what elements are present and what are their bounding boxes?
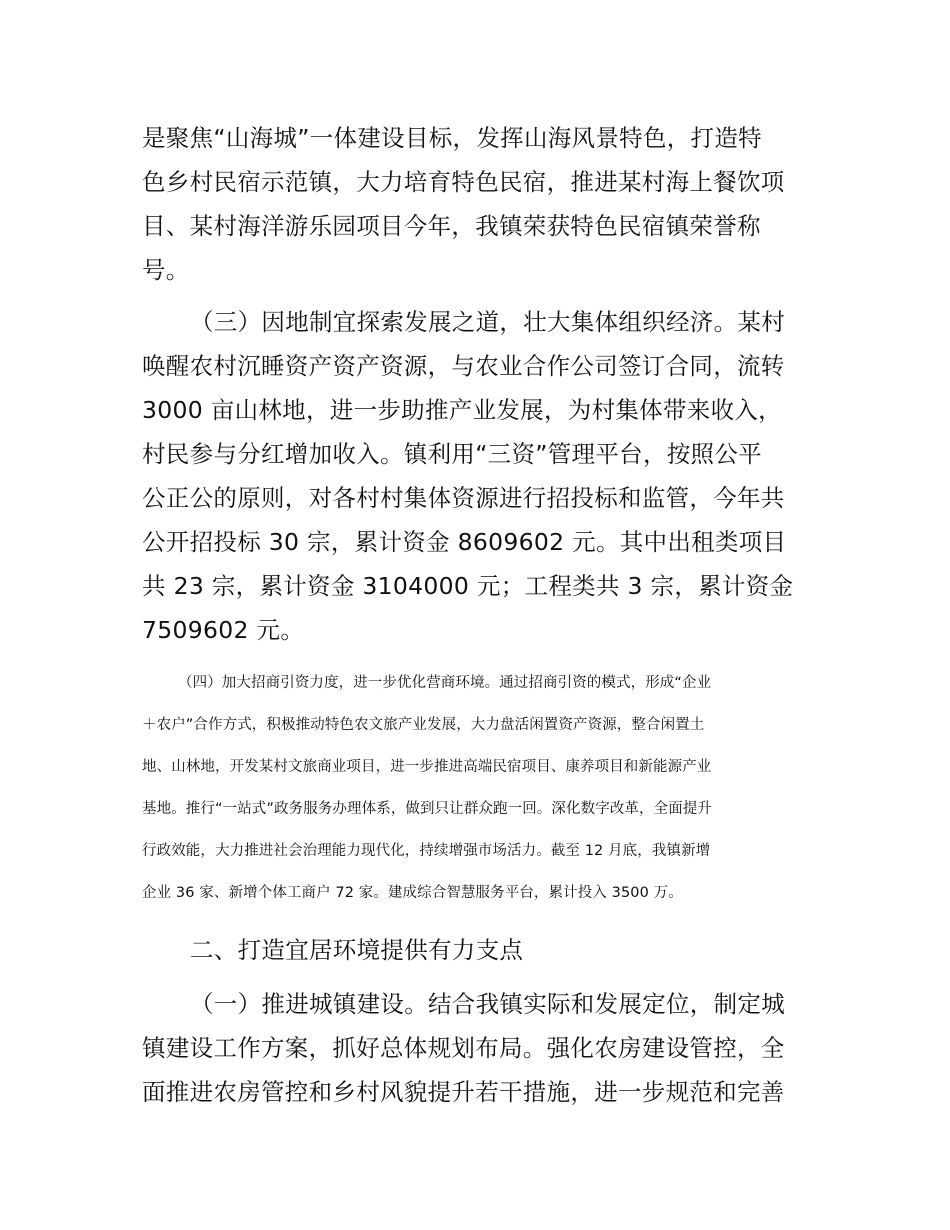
paragraph-1-line-4: 号。 — [142, 256, 190, 284]
paragraph-2-line-5: 公正公的原则，对各村村集体资源进行招投标和监管，今年共 — [142, 484, 785, 512]
paragraph-1-line-2: 色乡村民宿示范镇，大力培育特色民宿，推进某村海上餐饮项 — [142, 168, 785, 196]
paragraph-3-line-2: ＋农户”合作方式，积极推动特色农文旅产业发展，大力盘活闲置资产资源，整合闲置土 — [142, 717, 705, 733]
paragraph-2-line-3: 3000 亩山林地，进一步助推产业发展，为村集体带来收入， — [142, 396, 782, 424]
paragraph-1-line-1: 是聚焦“山海城”一体建设目标，发挥山海风景特色，打造特 — [142, 124, 762, 152]
paragraph-3-line-5: 行政效能，大力推进社会治理能力现代化，持续增强市场活力。截至 12 月底，我镇新增 — [142, 843, 711, 859]
paragraph-3-line-4: 基地。推行“一站式”政务服务办理体系，做到只让群众跑一回。深化数字改革，全面提升 — [142, 801, 713, 817]
paragraph-3-line-3: 地、山林地，开发某村文旅商业项目，进一步推进高端民宿项目、康养项目和新能源产业 — [142, 759, 712, 775]
paragraph-3-line-6: 企业 36 家、新增个体工商户 72 家。建成综合智慧服务平台，累计投入 3500 万。 — [142, 885, 683, 901]
paragraph-4-line-1: （一）推进城镇建设。结合我镇实际和发展定位，制定城 — [190, 990, 785, 1018]
section-heading: 二、打造宜居环境提供有力支点 — [190, 936, 524, 964]
paragraph-1-line-3: 目、某村海洋游乐园项目今年，我镇荣获特色民宿镇荣誉称 — [142, 212, 761, 240]
paragraph-4-line-2: 镇建设工作方案，抓好总体规划布局。强化农房建设管控，全 — [142, 1034, 785, 1062]
paragraph-2-line-7: 共 23 宗，累计资金 3104000 元；工程类共 3 宗，累计资金 — [142, 572, 794, 600]
paragraph-2-line-2: 唤醒农村沉睡资产资产资源，与农业合作公司签订合同，流转 — [142, 352, 785, 380]
paragraph-2-line-1: （三）因地制宜探索发展之道，壮大集体组织经济。某村 — [190, 308, 785, 336]
paragraph-2-line-6: 公开招投标 30 宗，累计资金 8609602 元。其中出租类项目 — [142, 528, 787, 556]
paragraph-4-line-3: 面推进农房管控和乡村风貌提升若干措施，进一步规范和完善 — [142, 1078, 785, 1106]
paragraph-2-line-4: 村民参与分红增加收入。镇利用“三资”管理平台，按照公平 — [142, 440, 762, 468]
paragraph-2-line-8: 7509602 元。 — [142, 616, 305, 644]
paragraph-3-line-1: （四）加大招商引资力度，进一步优化营商环境。通过招商引资的模式，形成“企业 — [178, 675, 712, 691]
